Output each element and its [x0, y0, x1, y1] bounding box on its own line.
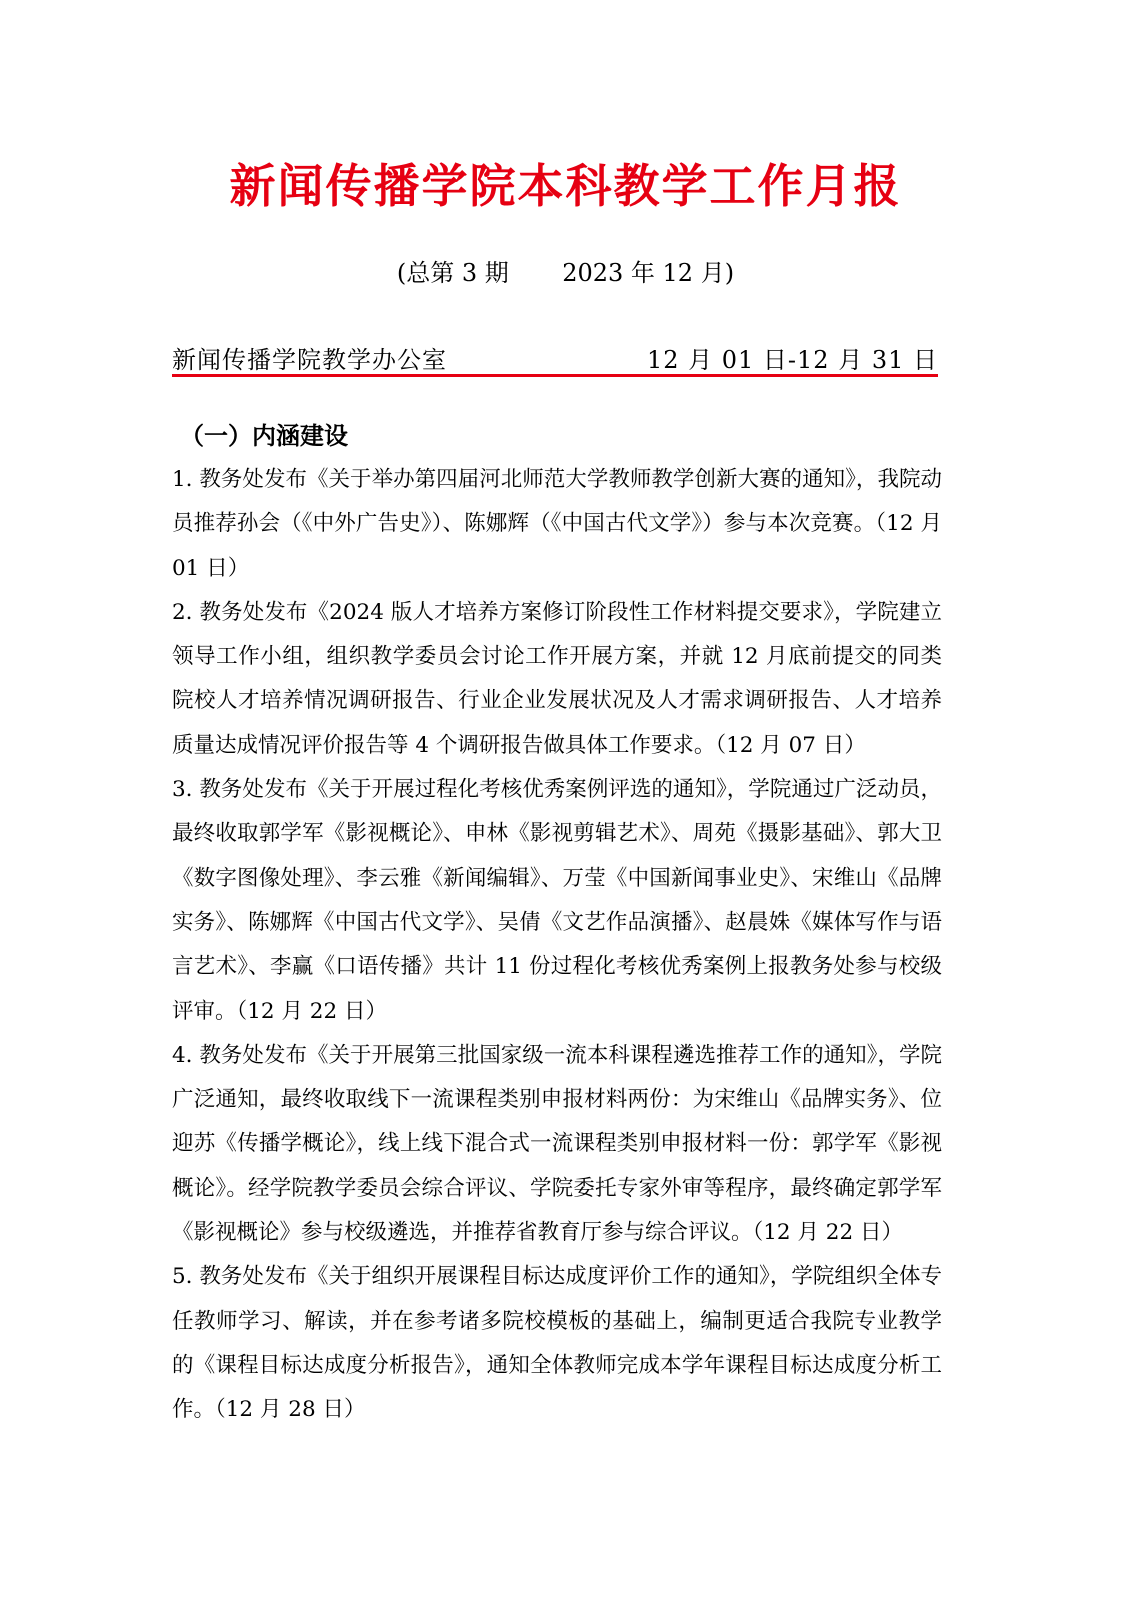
list-item: 5. 教务处发布《关于组织开展课程目标达成度评价工作的通知》，学院组织全体专任教师学习、解读，并在参考诸多院校模板的基础上，编制更适合我院专业教学的《课程目标达成度分析报告》，通知全体教师完成本学年课程目标达成度分析工作。（12 月 28 日） [172, 1264, 942, 1423]
office-name: 新闻传播学院教学办公室 [172, 346, 447, 374]
list-item: 2. 教务处发布《2024 版人才培养方案修订阶段性工作材料提交要求》，学院建立领导工作小组，组织教学委员会讨论工作开展方案，并就 12 月底前提交的同类院校人才培养情况调研报告、行业企业发展状况及人才需求调研报告、人才培养质量达成情况评价报告等 4 个调研报告做具体工作要求。（12 月 07 日） [172, 599, 942, 758]
list-item: 3. 教务处发布《关于开展过程化考核优秀案例评选的通知》，学院通过广泛动员，最终收取郭学军《影视概论》、申林《影视剪辑艺术》、周苑《摄影基础》、郭大卫《数字图像处理》、李云雅《新闻编辑》、万莹《中国新闻事业史》、宋维山《品牌实务》、陈娜辉《中国古代文学》、吴倩《文艺作品演播》、赵晨姝《媒体写作与语言艺术》、李赢《口语传播》共计 11 份过程化考核优秀案例上报教务处参与校级评审。（12 月 22 日） [172, 777, 942, 1024]
issue-info: (总第 3 期 2023 年 12 月) [396, 259, 735, 287]
list-item: 4. 教务处发布《关于开展第三批国家级一流本科课程遴选推荐工作的通知》，学院广泛通知，最终收取线下一流课程类别申报材料两份：为宋维山《品牌实务》、位迎苏《传播学概论》，线上线下混合式一流课程类别申报材料一份：郭学军《影视概论》。经学院教学委员会综合评议、学院委托专家外审等程序，最终确定郭学军《影视概论》参与校级遴选，并推荐省教育厅参与综合评议。（12 月 22 日） [172, 1042, 942, 1246]
report-meta [172, 340, 938, 374]
item-list [172, 458, 942, 1433]
red-divider [172, 374, 938, 377]
report-title: 新闻传播学院本科教学工作月报 [229, 159, 902, 213]
date-range: 12 月 01 日-12 月 31 日 [646, 346, 938, 374]
list-item: 1. 教务处发布《关于举办第四届河北师范大学教师教学创新大赛的通知》，我院动员推荐孙会（《中外广告史》）、陈娜辉（《中国古代文学》）参与本次竞赛。（12 月 01 日） [172, 467, 942, 581]
section-heading: （一）内涵建设 [180, 422, 348, 450]
